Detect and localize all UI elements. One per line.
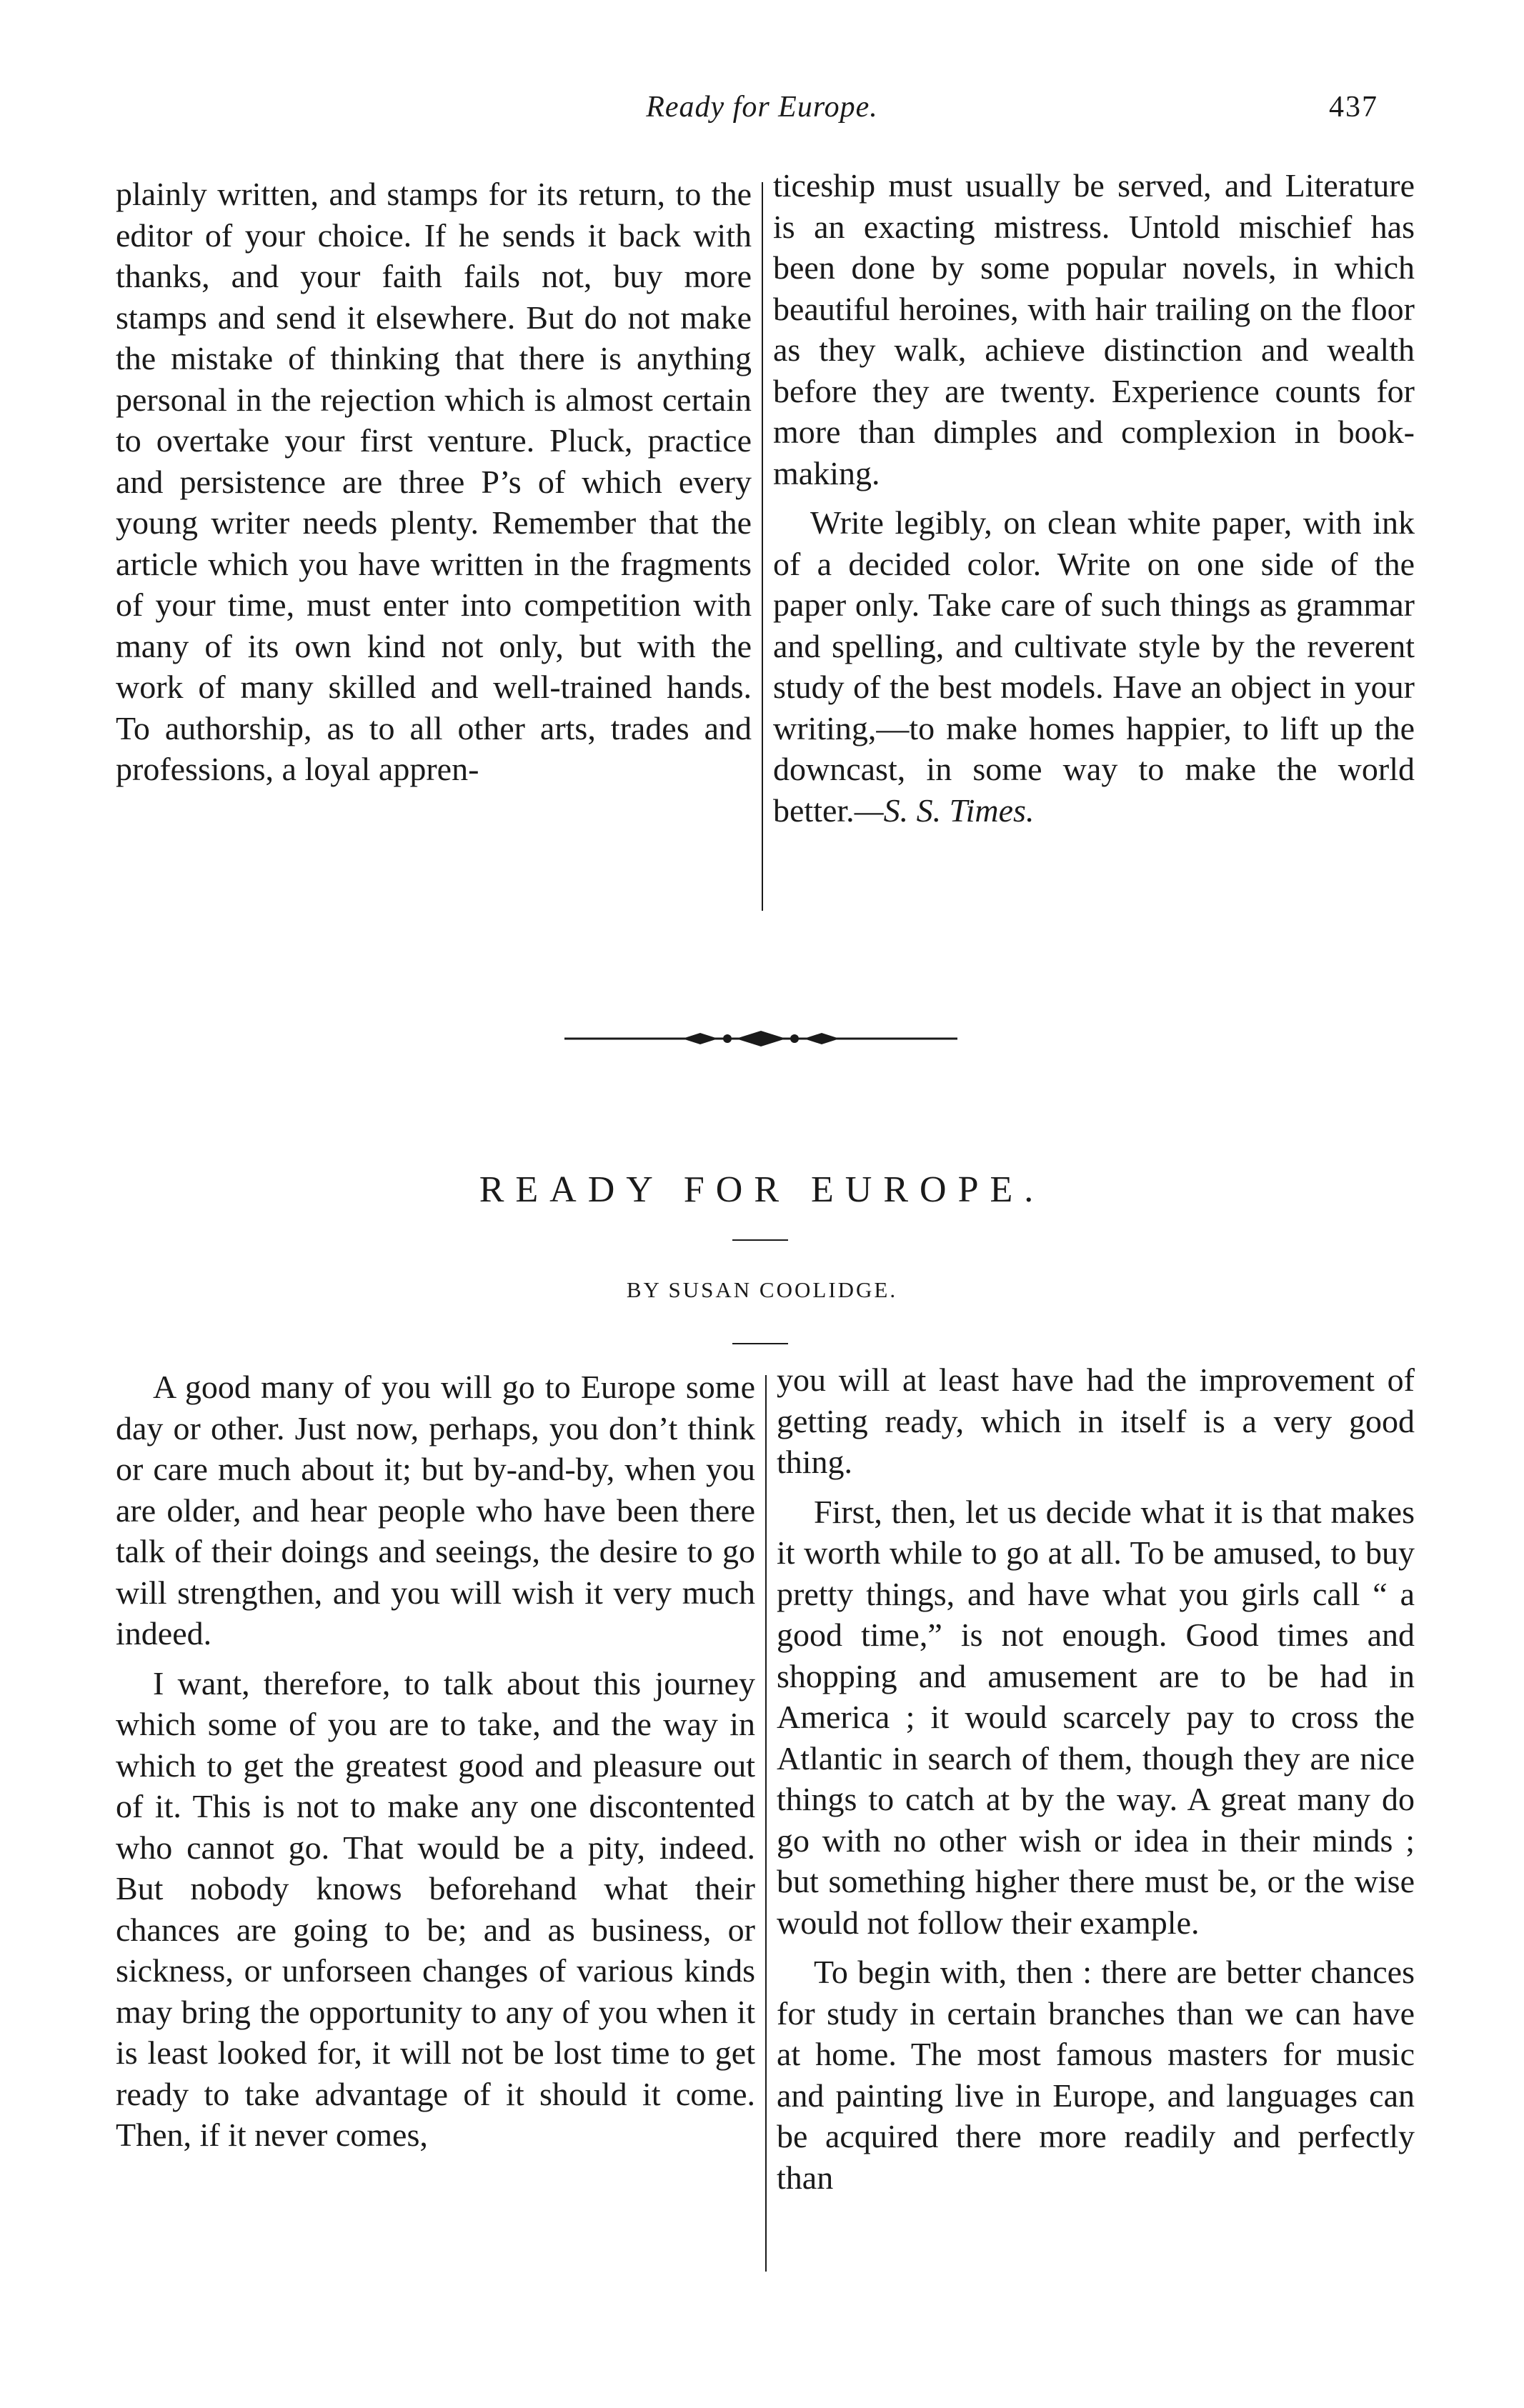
previous-article-right-column xyxy=(773,165,1415,831)
paragraph: A good many of you will go to Europe some day or other. Just now, perhaps, you don’t think or care much about it; but by-and-by, when you are older, and hear people who have been there talk of their doings and seeings, the desire to go will strengthen, and you will wish it very much indeed. xyxy=(116,1369,755,1652)
article-title: READY FOR EUROPE. xyxy=(479,1169,1045,1210)
article-right-column xyxy=(777,1359,1415,2198)
attribution: —S. S. Times. xyxy=(854,791,1035,829)
paragraph: To begin with, then : there are better chances for study in certain branches than we can have at home. The most famous masters for music and painting live in Europe, and languages can be acquired there more readily and perfectly than xyxy=(777,1954,1415,2196)
article-left-column xyxy=(116,1367,755,2156)
paragraph-text: Write legibly, on clean white paper, with ink of a decided color. Write on one side of the paper only. Take care of such things as grammar and spelling, and cultivate style by the reverent study of the best models. Have an object in your writing,—to make homes happier, to lift up the downcast, in some way to make the world better. xyxy=(773,504,1415,829)
column-divider-bottom xyxy=(765,1375,767,2272)
byline: BY SUSAN COOLIDGE. xyxy=(626,1277,898,1302)
ornamental-divider xyxy=(557,1024,965,1053)
page-number: 437 xyxy=(1329,91,1378,124)
previous-article-left-column xyxy=(116,174,752,790)
paragraph xyxy=(773,502,1415,831)
byline-rule xyxy=(732,1343,788,1344)
running-title: Ready for Europe. xyxy=(646,91,878,124)
title-rule xyxy=(732,1239,788,1241)
column-divider-top xyxy=(762,182,763,911)
paragraph: you will at least have had the improvement of getting ready, which in itself is a very good thing. xyxy=(777,1362,1415,1480)
paragraph: ticeship must usually be served, and Literature is an exacting mistress. Untold mischief has been done by some popular novels, in which beautiful heroines, with hair trailing on the floor as they walk, achieve distinction and wealth before they are twenty. Experience counts for more than dimples and complexion in book-making. xyxy=(773,167,1415,491)
paragraph: First, then, let us decide what it is that makes it worth while to go at all. To be amused, to buy pretty things, and have what you girls call “ a good time,” is not enough. Good times and shopping and amusement are to be had in America ; it would scarcely pay to cross the Atlantic in search of them, though they are nice things to catch at by the way. A great many do go with no other wish or idea in their minds ; but something higher there must be, or the wise would not follow their example. xyxy=(777,1493,1415,1941)
paragraph: plainly written, and stamps for its return, to the editor of your choice. If he sends it back with thanks, and your faith fails not, buy more stamps and send it elsewhere. But do not make the mistake of thinking that there is anything personal in the rejection which is almost certain to overtake your first venture. Pluck, practice and persistence are three P’s of which every young writer needs plenty. Remember that the article which you have written in the fragments of your time, must enter into competition with many of its own kind not only, but with the work of many skilled and well-trained hands. To authorship, as to all other arts, trades and professions, a loyal appren- xyxy=(116,176,752,787)
paragraph: I want, therefore, to talk about this journey which some of you are to take, and the way in which to get the greatest good and pleasure out of it. This is not to make any one discontented who cannot go. That would be a pity, indeed. But nobody knows beforehand what their chances are going to be; and as business, or sickness, or unforseen changes of various kinds may bring the opportunity to any of you when it is least looked for, it will not be lost time to get ready to take advantage of it should it come. Then, if it never comes, xyxy=(116,1664,755,2153)
